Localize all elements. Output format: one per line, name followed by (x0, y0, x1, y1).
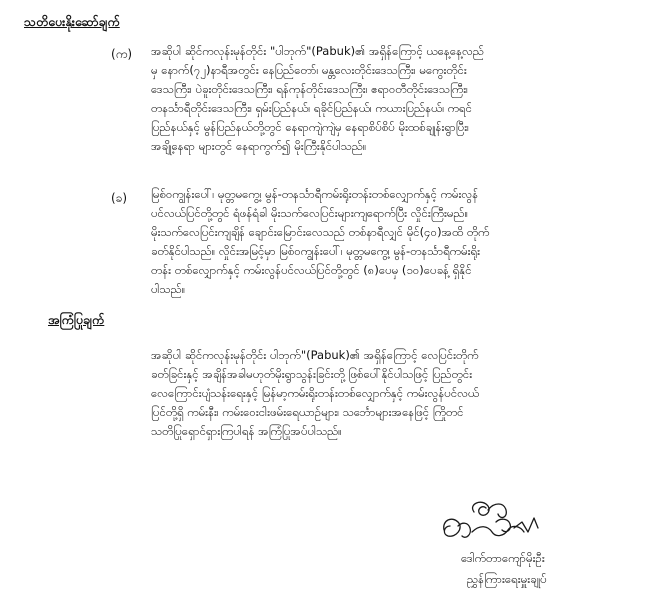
item-a-line: အချို့နေရာ များတွင် နေရာကွက်၍ မိုးကြီးနိုင်ပါသည်။ (151, 139, 367, 153)
handwritten-signature (438, 492, 548, 552)
advice-line: ပြင်တို့ရှိ ကမ်းနီး၊ ကမ်းဝေးငါးဖမ်းရေယာဉ်များ၊ သင်္ဘောများအနေဖြင့် ကြိုတင် (151, 405, 464, 419)
item-b-line: ခတ်နိုင်ပါသည်။ လှိုင်းအမြင့်မှာ မြစ်ဝကျွန်းပေါ်၊ မုတ္တမကွေ့၊ မွန်-တနင်္သာရီကမ်းရိုး (151, 244, 481, 258)
item-a-line: မှ နောက်(၇၂)နာရီအတွင်း နေပြည်တော်၊ မန္တလေးတိုင်းဒေသကြီး၊ မကွေးတိုင်း (151, 63, 467, 77)
item-b-line: မြစ်ဝကျွန်းပေါ်၊ မုတ္တမကွေ့၊ မွန်-တနင်္သာရီကမ်းရိုးတန်းတစ်လျှောက်နှင့် ကမ်းလွန် (151, 187, 479, 201)
advice-paragraph (151, 346, 479, 441)
item-a-paragraph (151, 42, 484, 156)
advice-line: အဆိုပါ ဆိုင်ကလုန်းမုန်တိုင်း ပါဘုက်"(Pabuk)၏ အရှိန်ကြောင့် လေပြင်းတိုက် (151, 348, 479, 362)
advice-line: သတိပြုရှောင်ရှားကြပါရန် အကြံပြုအပ်ပါသည်။ (151, 424, 342, 438)
advice-line: ခတ်ခြင်းနှင့် အချိန်အခါမဟုတ်မိုးရွာသွန်းခြင်းတို့ ဖြစ်ပေါ်နိုင်ပါသဖြင့် ပြည်တွင်း (151, 367, 473, 381)
item-b-paragraph (151, 185, 489, 299)
item-b-number: (ခ) (111, 191, 128, 205)
item-b-line: တန်း တစ်လျှောက်နှင့် ကမ်းလွန်ပင်လယ်ပြင်တို့တွင် (၈)ပေမှ (၁၀)ပေခန့် ရှိနိုင် (151, 263, 472, 277)
item-a-line: တနင်္သာရီတိုင်းဒေသကြီး၊ ရှမ်းပြည်နယ်၊ ရခိုင်ပြည်နယ်၊ ကယားပြည်နယ်၊ ကရင် (151, 101, 473, 115)
item-a-line: ဒေသကြီး၊ ပဲခူးတိုင်းဒေသကြီး၊ ရန်ကုန်တိုင်းဒေသကြီး၊ ဧရာဝတီတိုင်းဒေသကြီး၊ (151, 82, 468, 96)
warning-heading: သတိပေးနိုးဆော်ချက် (24, 14, 120, 29)
item-b-line: ပင်လယ်ပြင်တို့တွင် ရံဖန်ရံခါ မိုးသက်လေပြင်းများကျရောက်ပြီး လှိုင်းကြီးမည်။ (151, 206, 469, 220)
item-a-number: (က) (111, 47, 133, 61)
signatory-title: ညွှန်ကြားရေးမှူးချုပ် (467, 572, 547, 586)
advice-line: လေကြောင်းပျံသန်းရေးနှင့် မြန်မာ့ကမ်းရိုးတန်းတစ်လျှောက်နှင့် ကမ်းလွန်ပင်လယ် (151, 386, 480, 400)
item-a-line: ပြည်နယ်နှင့် မွန်ပြည်နယ်တို့တွင် နေရာကျဲကျဲမှ နေရာစိပ်စိပ် မိုးထစ်ချုန်းရွာပြီး၊ (151, 120, 469, 134)
advice-heading: အကြံပြုချက် (48, 312, 105, 327)
item-a-line: အဆိုပါ ဆိုင်ကလုန်းမုန်တိုင်း "ပါဘုက်"(Pabuk)၏ အရှိန်ကြောင့် ယနေ့နေ့လည် (151, 44, 484, 58)
item-b-line: မိုးသက်လေပြင်းကျချိန် ချောင်းမြောင်းလေသည် တစ်နာရီလျှင် မိုင်(၄၀)အထိ တိုက် (151, 225, 490, 239)
signatory-name: ဒေါက်တာကျော်မိုးဦး (461, 551, 545, 565)
item-b-line: ပါသည်။ (151, 282, 186, 296)
